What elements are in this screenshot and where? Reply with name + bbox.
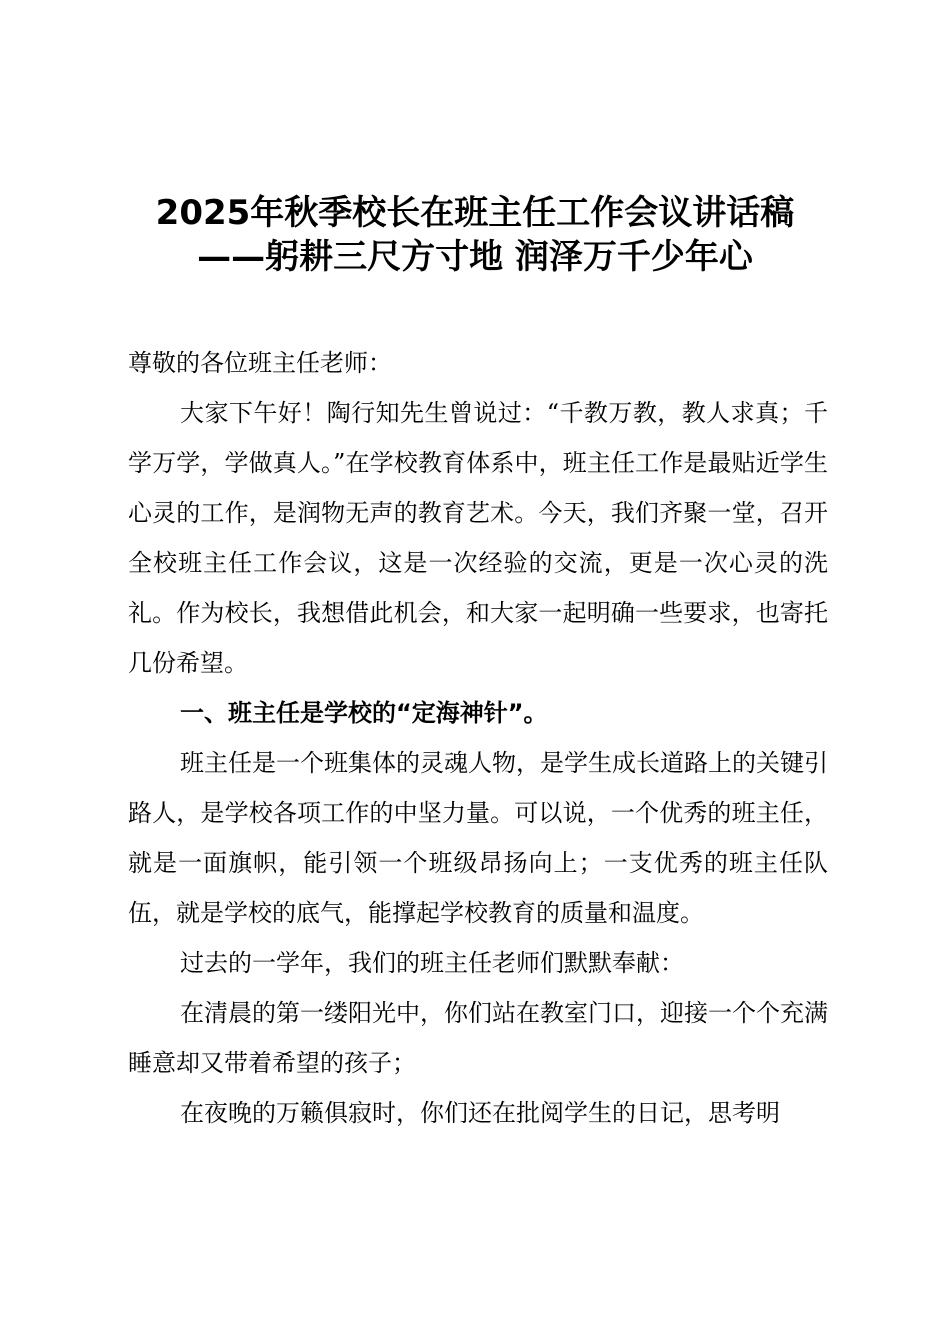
document-subtitle: ——躬耕三尺方寸地 润泽万千少年心 [197,237,753,277]
document-body [128,338,828,1138]
paragraph-role: 班主任是一个班集体的灵魂人物，是学生成长道路上的关键引路人，是学校各项工作的中坚力量。可以说，一个优秀的班主任，就是一面旗帜，能引领一个班级昂扬向上；一支优秀的班主任队伍，就是学校的底气，能撑起学校教育的质量和温度。 [128,749,828,927]
section-heading-1: 一、班主任是学校的“定海神针”。 [180,699,548,727]
paragraph-opening: 大家下午好！陶行知先生曾说过：“千教万教，教人求真；千学万学，学做真人。”在学校教育体系中，班主任工作是最贴近学生心灵的工作，是润物无声的教育艺术。今天，我们齐聚一堂，召开全校班主任工作会议，这是一次经验的交流，更是一次心灵的洗礼。作为校长，我想借此机会，和大家一起明确一些要求，也寄托几份希望。 [128,399,828,677]
paragraph-morning: 在清晨的第一缕阳光中，你们站在教室门口，迎接一个个充满睡意却又带着希望的孩子； [128,999,828,1077]
document-title: 2025年秋季校长在班主任工作会议讲话稿 [155,193,795,233]
salutation: 尊敬的各位班主任老师： [128,349,392,377]
paragraph-night: 在夜晚的万籁俱寂时，你们还在批阅学生的日记，思考明 [180,1099,780,1127]
paragraph-past-year: 过去的一学年，我们的班主任老师们默默奉献： [180,949,684,977]
